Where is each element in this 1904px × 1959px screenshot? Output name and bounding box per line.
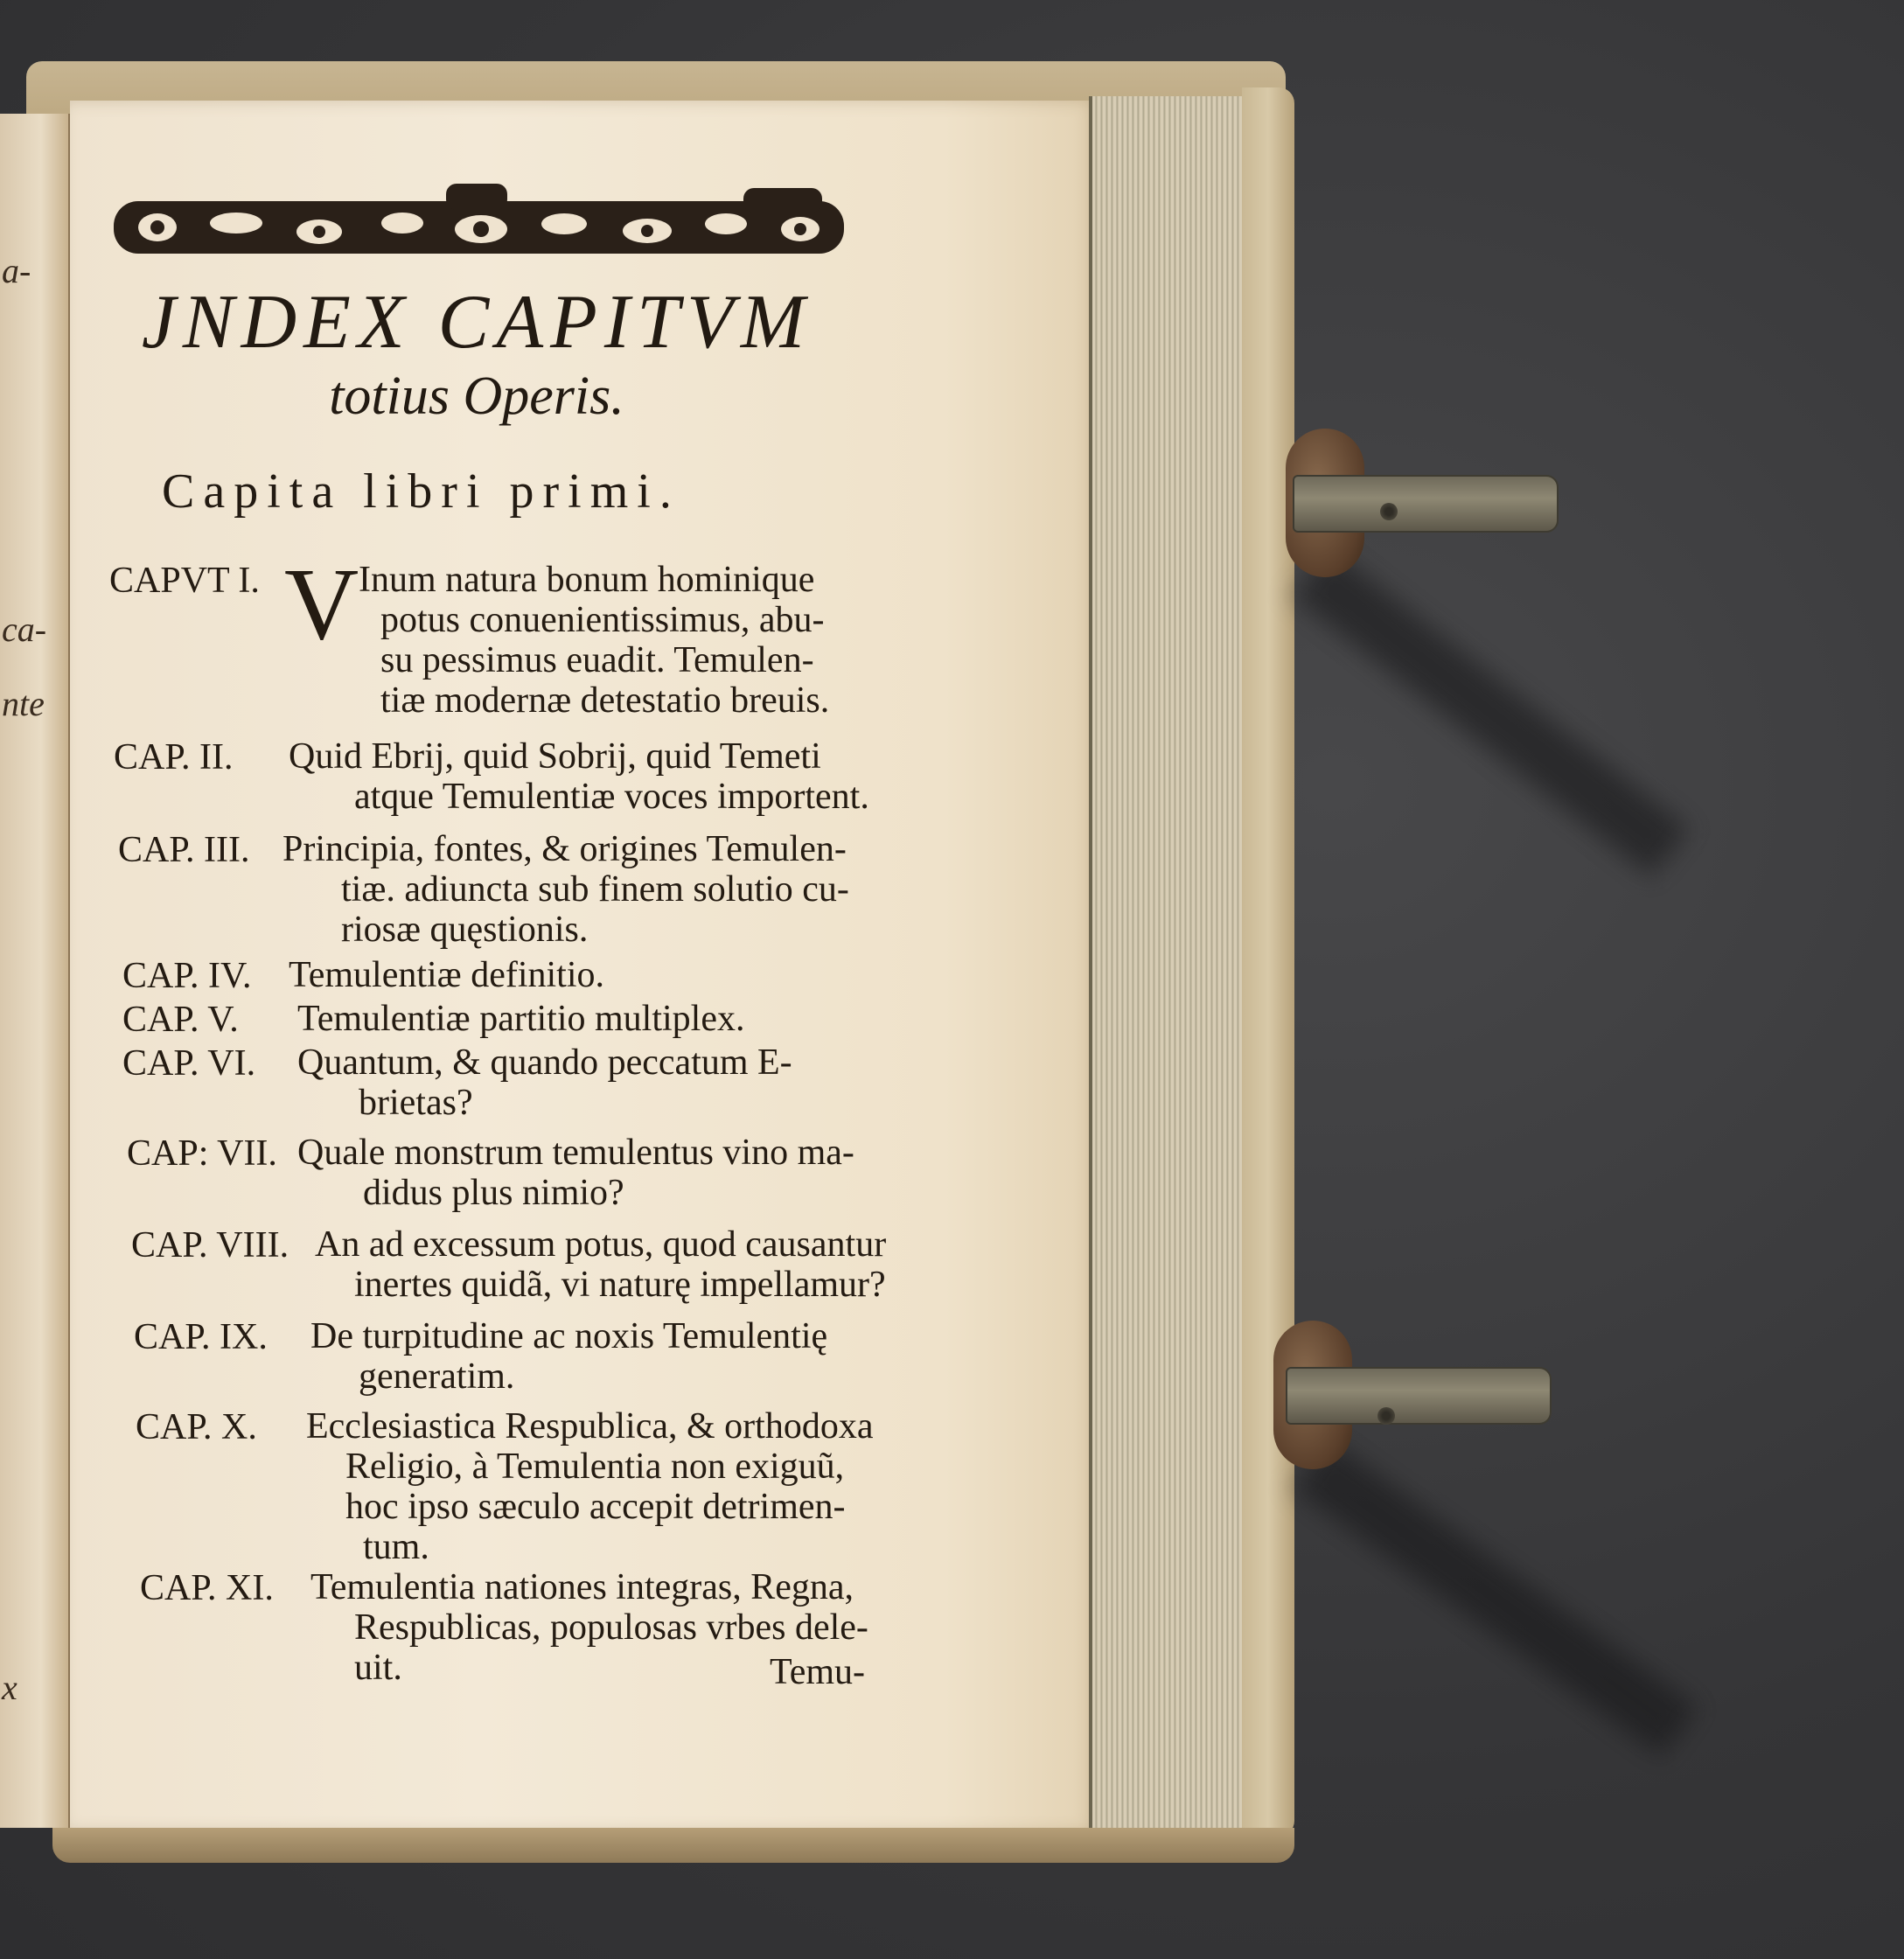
cover-fore-edge <box>1242 87 1294 1837</box>
clasp-strap <box>1293 475 1559 533</box>
entry-line: inertes quidã, vi naturę impellamur? <box>354 1265 886 1305</box>
clasp-strap <box>1286 1367 1552 1425</box>
entry-line: Quantum, & quando peccatum E- <box>297 1042 792 1083</box>
left-page-fragment: ca- <box>2 610 47 649</box>
entry-line: Temulentiæ partitio multiplex. <box>297 999 745 1039</box>
entry-line: didus plus nimio? <box>363 1173 624 1213</box>
rivet-icon <box>1377 1407 1395 1425</box>
entry-line: Religio, à Temulentia non exiguũ, <box>345 1447 845 1487</box>
entry-line: tiæ modernæ detestatio breuis. <box>380 680 830 721</box>
entry-line: generatim. <box>359 1356 515 1397</box>
chapter-label: CAP. VIII. <box>131 1225 289 1265</box>
entry-line: Inum natura bonum hominique <box>359 560 815 600</box>
catchword: Temu- <box>770 1652 866 1692</box>
entry-line: potus conuenientissimus, abu- <box>380 600 825 640</box>
entry-line: atque Temulentiæ voces importent. <box>354 777 869 817</box>
entry-line: su pessimus euadit. Temulen- <box>380 640 814 680</box>
left-page-fragment: a- <box>2 251 31 290</box>
chapter-label: CAP. VI. <box>122 1043 256 1084</box>
entry-line: uit. <box>354 1648 402 1688</box>
entry-line: tiæ. adiuncta sub finem solutio cu- <box>341 869 849 910</box>
entry-line: Ecclesiastica Respublica, & orthodoxa <box>306 1406 874 1447</box>
chapter-label: CAP: VII. <box>127 1133 277 1174</box>
left-page-fragment: x <box>2 1668 17 1707</box>
cover-bottom-edge <box>52 1828 1294 1863</box>
left-page-fragment: nte <box>2 684 45 723</box>
entry-line: Respublicas, populosas vrbes dele- <box>354 1607 868 1648</box>
entry-line: tum. <box>363 1527 429 1567</box>
drop-cap: V <box>284 547 359 661</box>
entry-line: hoc ipso sæculo accepit detrimen- <box>345 1487 846 1527</box>
page-subtitle: totius Operis. <box>329 366 624 426</box>
entry-line: Temulentiæ definitio. <box>289 955 604 995</box>
entry-line: De turpitudine ac noxis Temulentię <box>310 1316 828 1356</box>
chapter-label: CAP. II. <box>114 737 234 777</box>
entry-line: An ad excessum potus, quod causantur <box>315 1224 887 1265</box>
left-page-edge <box>0 114 71 1828</box>
chapter-label: CAP. X. <box>136 1407 257 1447</box>
section-heading: Capita libri primi. <box>162 464 680 519</box>
chapter-label: CAP. V. <box>122 1000 239 1040</box>
rivet-icon <box>1380 503 1398 520</box>
entry-line: Quid Ebrij, quid Sobrij, quid Temeti <box>289 736 821 777</box>
ornament-headpiece <box>114 184 844 271</box>
chapter-label: CAP. IX. <box>134 1317 268 1357</box>
chapter-label: CAPVT I. <box>109 561 260 601</box>
entry-line: riosæ quęstionis. <box>341 910 589 950</box>
chapter-label: CAP. III. <box>118 830 250 870</box>
page-edges <box>1089 96 1245 1832</box>
entry-line: Principia, fontes, & origines Temulen- <box>282 829 847 869</box>
chapter-label: CAP. XI. <box>140 1568 274 1608</box>
entry-line: Quale monstrum temulentus vino ma- <box>297 1133 854 1173</box>
chapter-label: CAP. IV. <box>122 956 252 996</box>
page-title: JNDEX CAPITVM <box>141 280 813 365</box>
entry-line: Temulentia nationes integras, Regna, <box>310 1567 854 1607</box>
entry-line: brietas? <box>359 1083 473 1123</box>
